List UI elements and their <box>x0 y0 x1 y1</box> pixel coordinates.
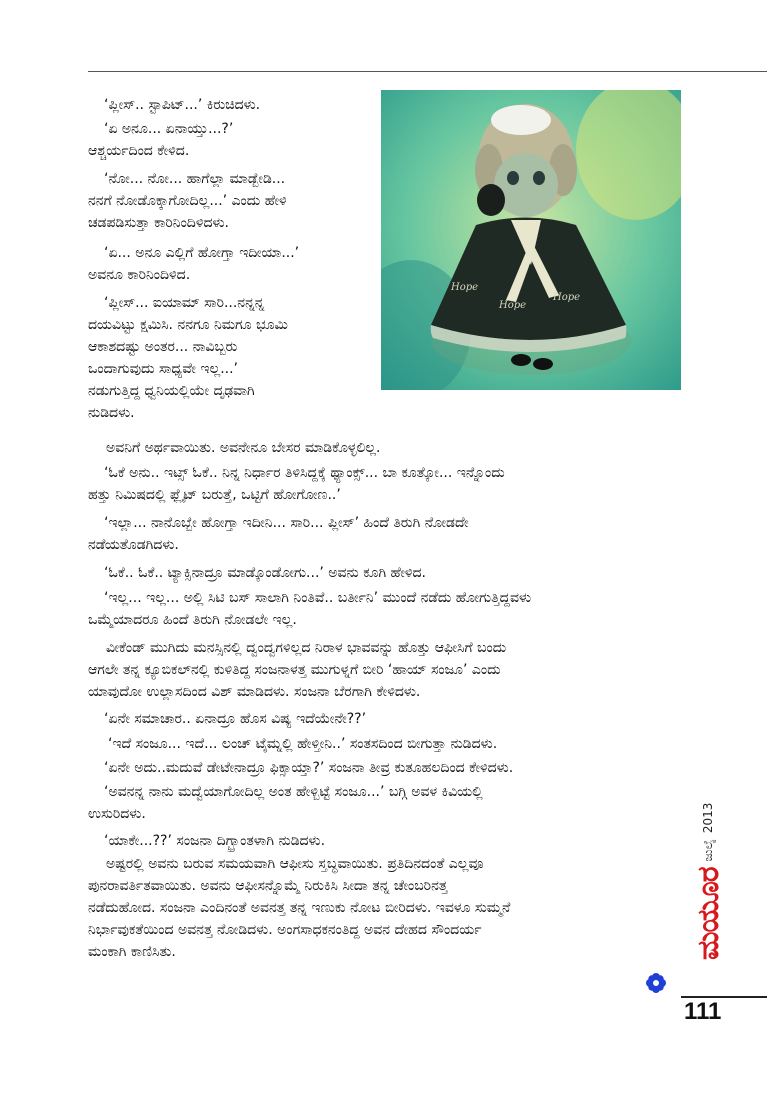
paragraph-1: ‘ಪ್ಲೀಸ್.. ಸ್ಟಾಪಿಟ್...’ ಕಿರುಚಿದಳು. <box>104 97 261 113</box>
paragraph-10: ‘ಇಲ್ಲ... ಇಲ್ಲ... ಅಲ್ಲಿ ಸಿಟಿ ಬಸ್ ಸಾಲಾಗಿ ನಿಂತಿವೆ.. ಬರ್ತೀನಿ’ ಮುಂದೆ ನಡೆದು ಹೋಗುತ್ತಿದ್ದವಳು ಒಮ್ಮೆಯಾದರೂ ಹಿಂದೆ ತಿರುಗಿ ನೋಡಲೇ ಇಲ್ಲ. <box>88 590 532 628</box>
paragraph-3: ‘ನೋ... ನೋ... ಹಾಗೆಲ್ಲಾ ಮಾಡ್ಬೇಡಿ... ನನಗೆ ನೋಡೊಕ್ಕಾಗೋದಿಲ್ಲ...’ ಎಂದು ಹೇಳಿ ಚಡಪಡಿಸುತ್ತಾ ಕಾರಿನಿಂದಿಳಿದಳು. <box>88 171 287 231</box>
top-rule <box>88 71 767 72</box>
paragraph-14: ‘ಏನೇ ಅದು..ಮದುವೆ ಡೇಟೇನಾದ್ರೂ ಫಿಕ್ಸಾಯ್ತಾ?’ ಸಂಜನಾ ತೀವ್ರ ಕುತೂಹಲದಿಂದ ಕೇಳಿದಳು. <box>104 760 514 776</box>
paragraph-2: ‘ಏ ಅನೂ... ಏನಾಯ್ತು...?’ ಆಶ್ಚರ್ಯದಿಂದ ಕೇಳಿದ. <box>88 121 234 159</box>
paragraph-8: ‘ಇಲ್ಲಾ... ನಾನೊಬ್ಬೇ ಹೋಗ್ತಾ ಇದೀನಿ... ಸಾರಿ... ಪ್ಲೀಸ್’ ಹಿಂದೆ ತಿರುಗಿ ನೋಡದೇ ನಡೆಯತೊಡಗಿದಳು. <box>88 515 469 553</box>
magazine-sidebar <box>688 802 728 960</box>
paragraph-16: ‘ಯಾಕೇ...??’ ಸಂಜನಾ ದಿಗ್ಭ್ರಾಂತಳಾಗಿ ನುಡಿದಳು. <box>104 833 326 849</box>
flower-icon <box>646 973 666 993</box>
doll-photo <box>381 90 681 390</box>
paragraph-13: ‘ಇದೆ ಸಂಜೂ... ಇದೆ... ಲಂಚ್ ಟೈಮ್ನಲ್ಲಿ ಹೇಳ್ತೀನಿ..’ ಸಂತಸದಿಂದ ಬೀಗುತ್ತಾ ನುಡಿದಳು. <box>108 736 498 752</box>
magazine-title: ಮಯೂರ <box>690 867 726 960</box>
dress-text-3: Hope <box>553 292 581 303</box>
dress-text-1: Hope <box>451 282 479 293</box>
dress-text-2: Hope <box>499 300 527 311</box>
paragraph-4: ‘ಏ... ಅನೂ ಎಲ್ಲಿಗೆ ಹೋಗ್ತಾ ಇದೀಯಾ...’ ಅವನೂ ಕಾರಿನಿಂದಿಳಿದ. <box>88 245 300 283</box>
issue-month: ಜುಲೈ <box>700 839 715 862</box>
paragraph-12: ‘ಏನೇ ಸಮಾಚಾರ.. ಏನಾದ್ರೂ ಹೊಸ ವಿಷ್ಯ ಇದೆಯೇನೇ??’ <box>104 711 367 727</box>
page-number: 111 <box>684 998 722 1025</box>
paragraph-6: ಅವನಿಗೆ ಅರ್ಥವಾಯಿತು. ಅವನೇನೂ ಬೇಸರ ಮಾಡಿಕೊಳ್ಳಲಿಲ್ಲ. <box>106 440 381 456</box>
paragraph-7: ‘ಓಕೆ ಅನು.. ಇಟ್ಸ್ ಓಕೆ.. ನಿನ್ನ ನಿರ್ಧಾರ ತಿಳಿಸಿದ್ದಕ್ಕೆ ಥ್ಯಾಂಕ್ಸ್... ಬಾ ಕೂತ್ಕೋ... ಇನ್ನೊಂದು ಹತ್ತು ನಿಮಿಷದಲ್ಲಿ ಫ್ಲೈಟ್ ಬರುತ್ತೆ, ಒಟ್ಟಿಗೆ ಹೋಗೋಣ..’ <box>88 465 505 503</box>
paragraph-15: ‘ಅವನನ್ನ ನಾನು ಮದ್ವೆಯಾಗೋದಿಲ್ಲ ಅಂತ ಹೇಳ್ಬಿಟ್ಟೆ ಸಂಜೂ...’ ಬಗ್ಗಿ ಅವಳ ಕಿವಿಯಲ್ಲಿ ಉಸುರಿದಳು. <box>88 784 483 822</box>
paragraph-17: ಅಷ್ಟರಲ್ಲಿ ಅವನು ಬರುವ ಸಮಯವಾಗಿ ಆಫೀಸು ಸ್ತಬ್ಧವಾಯಿತು. ಪ್ರತಿದಿನದಂತೆ ಎಲ್ಲವೂ ಪುನರಾವರ್ತಿತವಾಯಿತು. ಅವನು ಆಫೀಸನ್ನೊಮ್ಮೆ ನಿರುಕಿಸಿ ಸೀದಾ ತನ್ನ ಚೇಂಬರಿನತ್ತ ನಡೆದುಹೋದ. ಸಂಜನಾ ಎಂದಿನಂತೆ ಅವನತ್ತ ತನ್ನ ಇಣುಕು ನೋಟ ಬೀರಿದಳು. ಇವಳೂ ಸುಮ್ಮನೆ ನಿರ್ಭಾವುಕತೆಯಿಂದ ಅವನತ್ತ ನೋಡಿದಳು. ಅಂಗಸಾಧಕನಂತಿದ್ದ ಅವನ ದೇಹದ ಸೌಂದರ್ಯ ಮಂಕಾಗಿ ಕಾಣಿಸಿತು. <box>88 856 511 960</box>
issue-year: 2013 <box>701 802 715 834</box>
paragraph-5: ‘ಪ್ಲೀಸ್... ಐಯಾಮ್ ಸಾರಿ...ನನ್ನನ್ನ ದಯವಿಟ್ಟು ಕ್ಷಮಿಸಿ. ನನಗೂ ನಿಮಗೂ ಭೂಮಿ ಆಕಾಶದಷ್ಟು ಅಂತರ... ನಾವಿಬ್ಬರು ಒಂದಾಗುವುದು ಸಾಧ್ಯವೇ ಇಲ್ಲ...’ ನಡುಗುತ್ತಿದ್ದ ಧ್ವನಿಯಲ್ಲಿಯೇ ದೃಢವಾಗಿ ನುಡಿದಳು. <box>88 295 288 421</box>
paragraph-9: ‘ಓಕೆ.. ಓಕೆ.. ಟ್ಯಾಕ್ಸಿನಾದ್ರೂ ಮಾಡ್ಕೊಂಡೋಗು...’ ಅವನು ಕೂಗಿ ಹೇಳಿದ. <box>104 565 426 581</box>
paragraph-11: ವೀಕೆಂಡ್ ಮುಗಿದು ಮನಸ್ಸಿನಲ್ಲಿ ದ್ವಂದ್ವಗಳಿಲ್ಲದ ನಿರಾಳ ಭಾವವನ್ನು ಹೊತ್ತು ಆಫೀಸಿಗೆ ಬಂದು ಆಗಲೇ ತನ್ನ ಕ್ಯೂಬಿಕಲ್‌ನಲ್ಲಿ ಕುಳಿತಿದ್ದ ಸಂಜನಾಳತ್ತ ಮುಗುಳ್ನಗೆ ಬೀರಿ ‘ಹಾಯ್ ಸಂಜೂ’ ಎಂದು ಯಾವುದೋ ಉಲ್ಲಾಸದಿಂದ ವಿಶ್ ಮಾಡಿದಳು. ಸಂಜನಾ ಬೆರಗಾಗಿ ಕೇಳಿದಳು. <box>88 640 507 700</box>
